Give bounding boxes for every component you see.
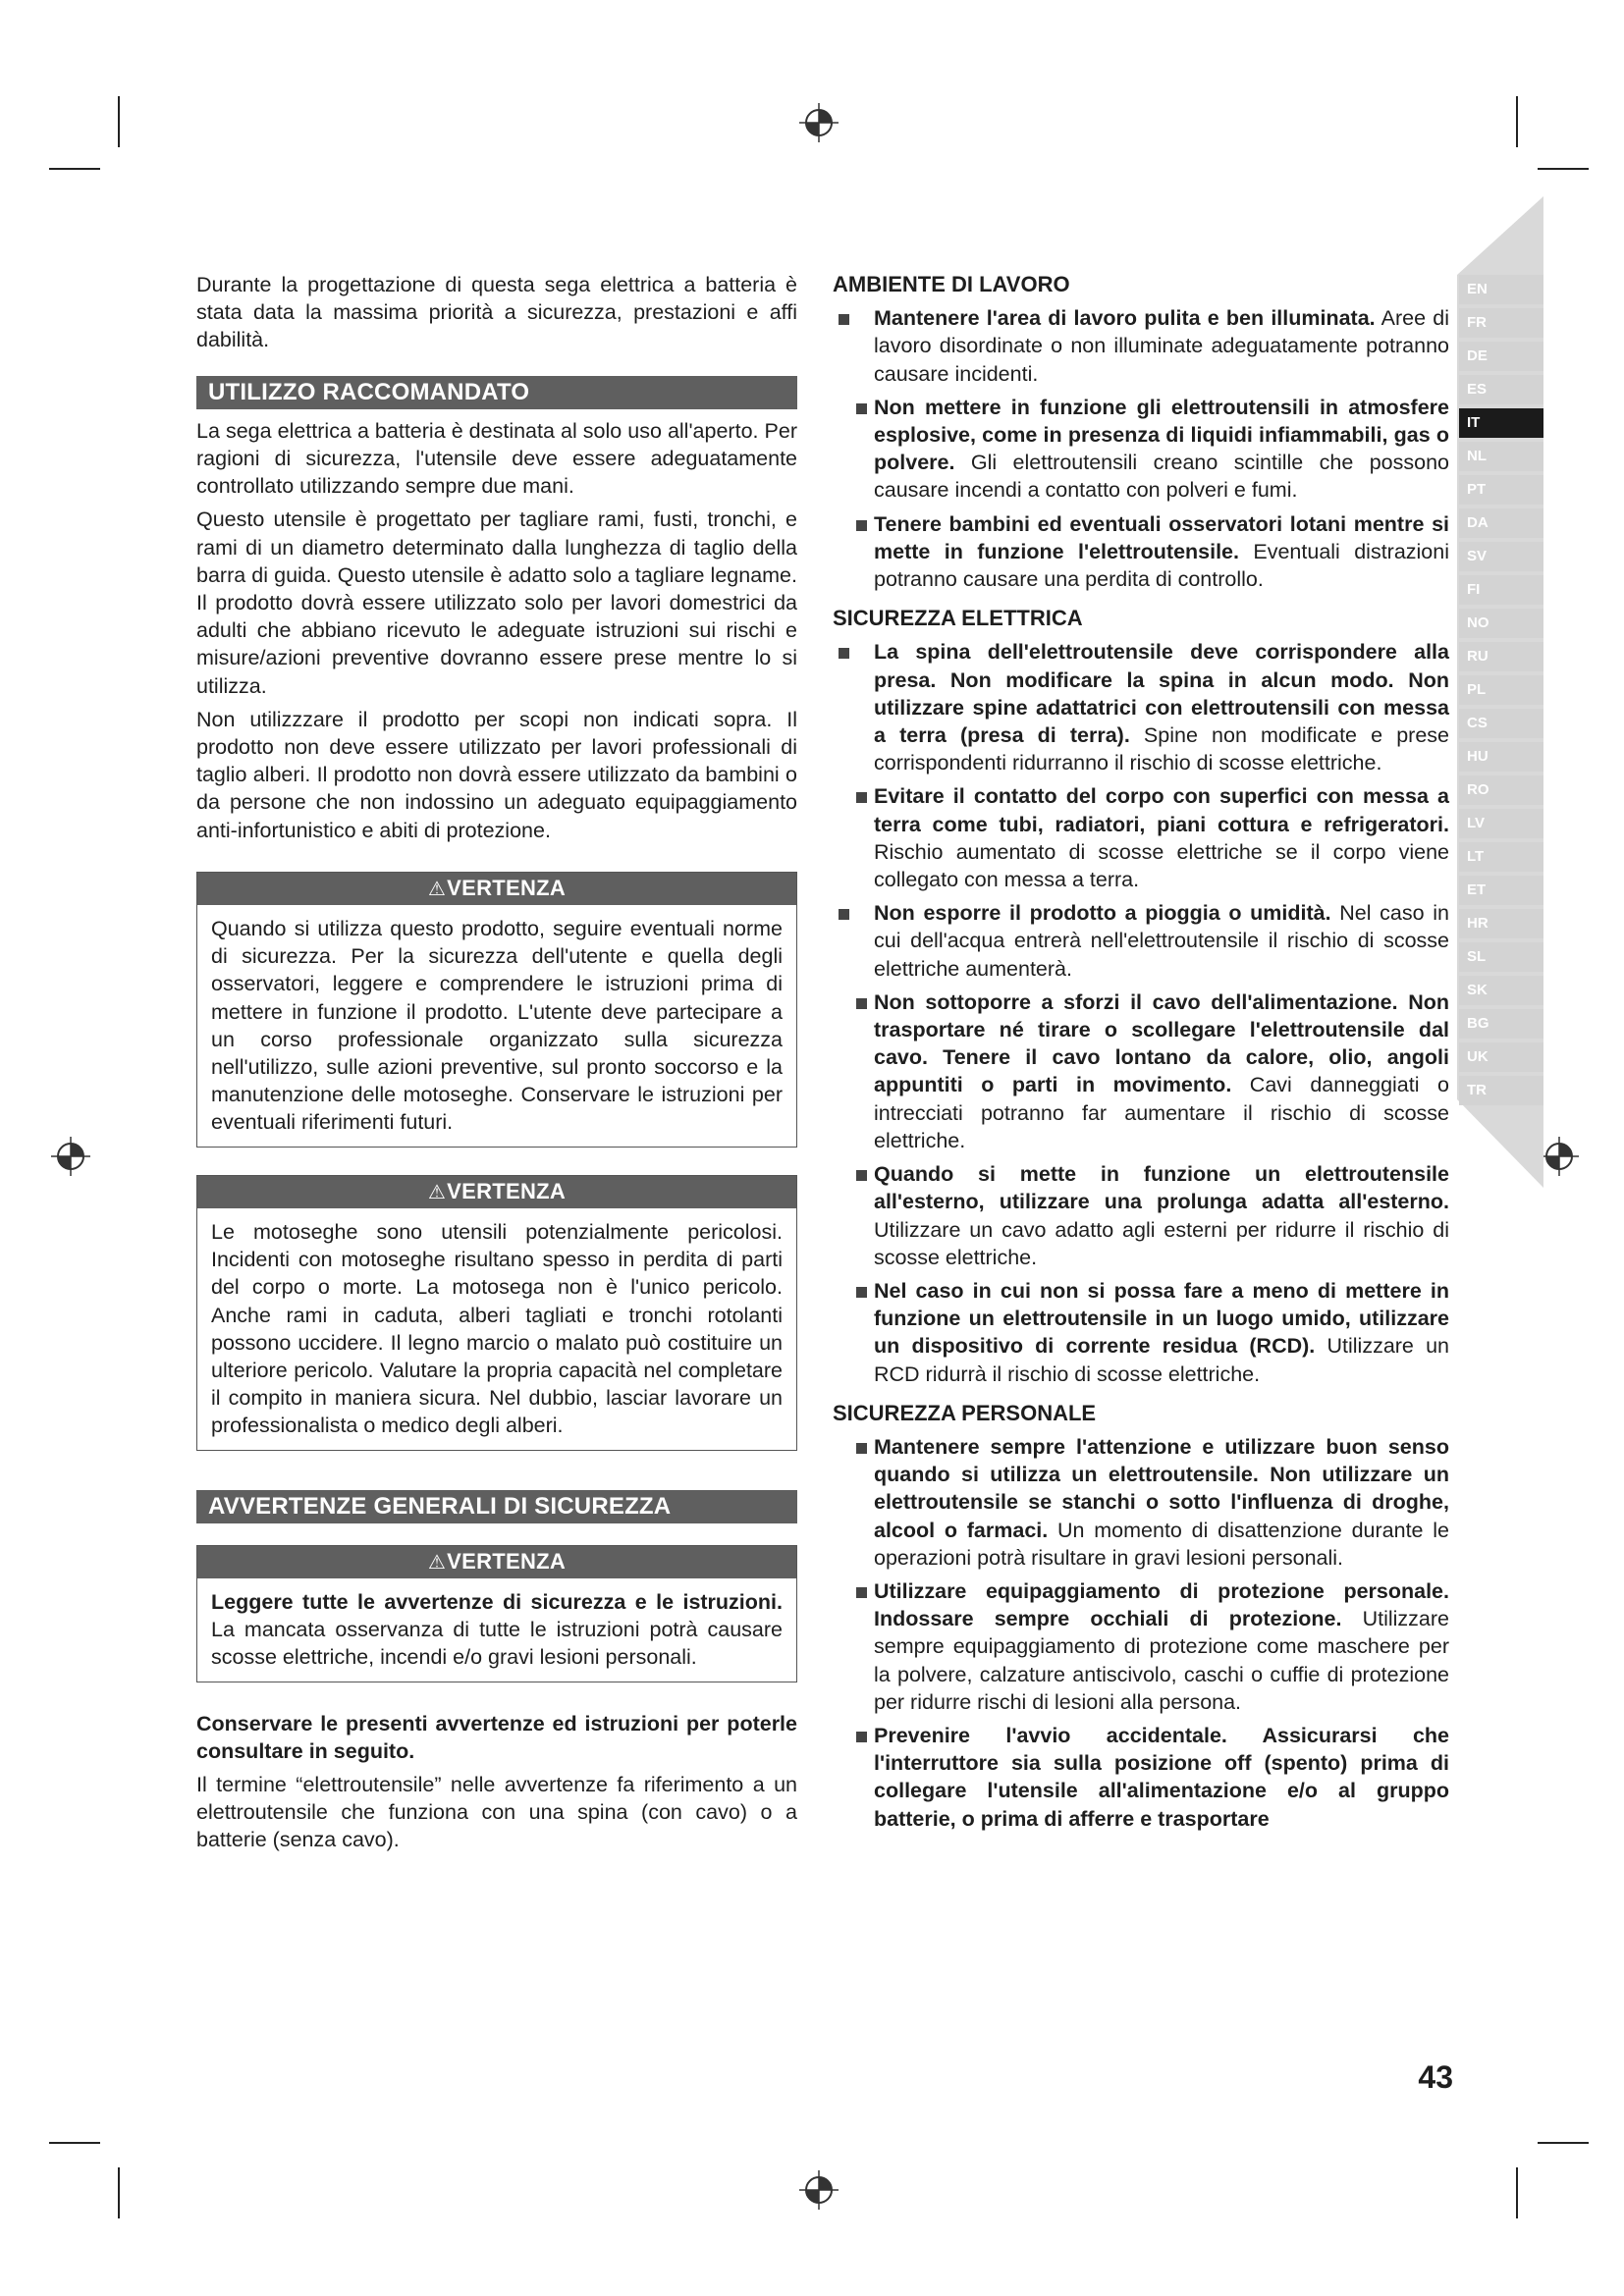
language-tab-es[interactable]: ES: [1459, 375, 1543, 404]
registration-mark-icon: [797, 101, 840, 144]
bullet-item: Non sottoporre a sforzi il cavo dell'alimentazione. Non trasportare né tirare o scollegare l'elettroutensile dal cavo. Tenere il cavo lontano da calore, olio, angoli appuntiti o parti in movimento. Cavi danneggiati o intrecciati potranno far aumentare il rischio di scosse elettriche.: [833, 988, 1449, 1154]
crop-mark: [1538, 168, 1589, 170]
language-tab-en[interactable]: EN: [1459, 275, 1543, 304]
bullet-item: Evitare il contatto del corpo con superfici con messa a terra come tubi, radiatori, piani cottura e refrigeratori. Rischio aumentato di scosse elettriche se il corpo viene collegato con messa a terra.: [833, 782, 1449, 893]
bullet-square-icon: [839, 314, 849, 325]
language-tab-no[interactable]: NO: [1459, 609, 1543, 638]
crop-mark: [49, 168, 100, 170]
bullet-square-icon: [856, 1287, 867, 1298]
bullet-square-icon: [839, 909, 849, 920]
intro-text: Durante la progettazione di questa sega elettrica a batteria è stata data la massima priorità a sicurezza, prestazioni e affi dabilità.: [196, 273, 797, 352]
left-column: [196, 271, 797, 1860]
heading-personal-safety: SICUREZZA PERSONALE: [833, 1400, 1097, 1425]
warning-box-title: [197, 1546, 796, 1578]
warning-triangle-icon: ⚠: [427, 878, 447, 900]
crop-mark: [1538, 2142, 1589, 2144]
bullet-square-icon: [856, 1170, 867, 1181]
bullet-item: Non mettere in funzione gli elettroutensili in atmosfere esplosive, come in presenza di liquidi infiammabili, gas o polvere. Gli elettroutensili creano scintille che possono causare incendi a contatto con polveri e fumi.: [833, 394, 1449, 505]
language-tab-sl[interactable]: SL: [1459, 942, 1543, 972]
bullet-square-icon: [856, 520, 867, 531]
crop-mark: [118, 2167, 120, 2218]
warning-box: [196, 872, 797, 1148]
language-tab-sk[interactable]: SK: [1459, 976, 1543, 1005]
bullet-item: Utilizzare equipaggiamento di protezione personale. Indossare sempre occhiali di protezione. Utilizzare sempre equipaggiamento di protezione come maschere per la polvere, calzature antiscivolo, caschi o cuffie di protezione per ridurre rischi di lesioni alla persona.: [833, 1577, 1449, 1716]
bullet-item: Non esporre il prodotto a pioggia o umidità. Nel caso in cui dell'acqua entrerà nell'elettroutensile il rischio di scosse elettriche aumenterà.: [833, 899, 1449, 983]
warning-text: [211, 1588, 783, 1672]
bullet-square-icon: [856, 1443, 867, 1454]
paragraph: La sega elettrica a batteria è destinata al solo uso all'aperto. Per ragioni di sicurezza, l'utensile deve essere adeguatamente controllato utilizzando sempre due mani.: [196, 418, 797, 499]
bullet-item: Mantenere sempre l'attenzione e utilizzare buon senso quando si utilizza un elettroutensile. Non utilizzare un elettroutensile se stanchi o sotto l'influenza di droghe, alcool o farmaci. Un momento di disattenzione durante le operazioni potrà risultare in gravi lesioni personali.: [833, 1433, 1449, 1572]
language-tab-lv[interactable]: LV: [1459, 809, 1543, 838]
language-tab-hu[interactable]: HU: [1459, 742, 1543, 772]
language-tab-ro[interactable]: RO: [1459, 775, 1543, 805]
paragraph: Questo utensile è progettato per tagliare rami, fusti, tronchi, e rami di un diametro determinato dalla lunghezza di taglio della barra di guida. Questo utensile è adatto solo a tagliare legname. Il prodotto dovrà essere utilizzato solo per lavori domestrici da adulti che abbiano ricevuto le adeguate istruzioni sui rischi e misure/azioni preventive dovranno essere prese mentre lo si utilizza.: [196, 507, 797, 698]
language-tab-fi[interactable]: FI: [1459, 575, 1543, 605]
page-number: 43: [1418, 2059, 1453, 2095]
crop-mark: [1516, 2167, 1518, 2218]
language-tab-pt[interactable]: PT: [1459, 475, 1543, 505]
registration-mark-icon: [49, 1135, 92, 1178]
bullet-item: Mantenere l'area di lavoro pulita e ben illuminata. Aree di lavoro disordinate o non illuminate adeguatamente potranno causare incidenti.: [833, 304, 1449, 388]
paragraph: Non utilizzzare il prodotto per scopi non indicati sopra. Il prodotto non deve essere utilizzato per lavori professionali di taglio alberi. Il prodotto non dovrà essere utilizzato da bambini o da persone che non indossino un adeguato equipaggiamento anti-infortunistico e abiti di protezione.: [196, 707, 797, 842]
warning-box-title: [197, 1176, 796, 1208]
language-tab-cs[interactable]: CS: [1459, 709, 1543, 738]
language-tab-nl[interactable]: NL: [1459, 442, 1543, 471]
language-tab-lt[interactable]: LT: [1459, 842, 1543, 872]
warning-bold-text: Leggere tutte le avvertenze di sicurezza e le istruzioni.: [211, 1589, 783, 1614]
warning-text: Le motoseghe sono utensili potenzialmente pericolosi. Incidenti con motoseghe risultano spesso in perdita di parti del corpo o morte. La motosega non è l'unico pericolo. Anche rami in caduta, alberi tagliati e tronchi rotolanti possono uccidere. Il legno marcio o malato può costituire un ulteriore pericolo. Valutare la propria capacità nel completare il compito in maniera sicura. Nel dubbio, lasciar lavorare un professionalista o medico degli alberi.: [211, 1219, 783, 1438]
warning-triangle-icon: ⚠: [427, 1181, 447, 1203]
language-tab-da[interactable]: DA: [1459, 508, 1543, 538]
right-column: [833, 271, 1449, 1839]
crop-mark: [49, 2142, 100, 2144]
bullet-square-icon: [839, 648, 849, 659]
crop-mark: [118, 96, 120, 147]
language-tabs: [1459, 275, 1543, 1109]
bullet-item: Nel caso in cui non si possa fare a meno di mettere in funzione un elettroutensile in un luogo umido, utilizzare un dispositivo di corrente residua (RCD). Utilizzare un RCD ridurrà il rischio di scosse elettriche.: [833, 1277, 1449, 1388]
bullet-item: Prevenire l'avvio accidentale. Assicurarsi che l'interruttore sia sulla posizione off (spento) prima di collegare l'utensile all'alimentazione e/o al gruppo batterie, o prima di afferre e trasportare: [833, 1722, 1449, 1833]
language-tab-hr[interactable]: HR: [1459, 909, 1543, 938]
bullet-square-icon: [856, 1732, 867, 1742]
bullet-item: Tenere bambini ed eventuali osservatori lotani mentre si mette in funzione l'elettroutensile. Eventuali distrazioni potranno causare una perdita di controllo.: [833, 510, 1449, 594]
language-tab-de[interactable]: DE: [1459, 342, 1543, 371]
language-tab-ru[interactable]: RU: [1459, 642, 1543, 671]
warning-triangle-icon: ⚠: [427, 1551, 447, 1574]
bullet-item: La spina dell'elettroutensile deve corrispondere alla presa. Non modificare la spina in alcun modo. Non utilizzare spine adattatrici con elettroutensili con messa a terra (presa di terra). Spine non modificate e prese corrispondenti ridurranno il rischio di scosse elettriche.: [833, 638, 1449, 776]
section-heading-general-safety: AVVERTENZE GENERALI DI SICUREZZA: [196, 1490, 797, 1523]
language-tab-et[interactable]: ET: [1459, 876, 1543, 905]
keep-instructions-text: Conservare le presenti avvertenze ed istruzioni per poterle consultare in seguito.: [196, 1711, 797, 1763]
heading-work-area: AMBIENTE DI LAVORO: [833, 272, 1070, 296]
section-heading-recommended-use: UTILIZZO RACCOMANDATO: [196, 376, 797, 409]
warning-text: Quando si utilizza questo prodotto, seguire eventuali norme di sicurezza. Per la sicurezza dell'utente e quella degli osservatori, leggere e comprendere le istruzioni prima di mettere in funzione il prodotto. L'utente deve partecipare a un corso professionale organizzato sulla sicurezza nell'utilizzo, sulle azioni preventive, sul pronto soccorso e la manutenzione delle motoseghe. Conservare le istruzioni per eventuali riferimenti futuri.: [211, 917, 783, 1135]
bullet-square-icon: [856, 403, 867, 414]
heading-electrical-safety: SICUREZZA ELETTRICA: [833, 606, 1083, 631]
warning-box: [196, 1175, 797, 1451]
warning-title-text: VERTENZA: [447, 1548, 567, 1574]
bullet-square-icon: [856, 1587, 867, 1598]
crop-mark: [1516, 96, 1518, 147]
warning-regular-text: La mancata osservanza di tutte le istruzioni potrà causare scosse elettriche, incendi e/o gravi lesioni personali.: [211, 1618, 783, 1670]
registration-mark-icon: [797, 2168, 840, 2212]
term-definition-text: Il termine “elettroutensile” nelle avvertenze fa riferimento a un elettroutensile che funziona con una spina (con cavo) o a batterie (senza cavo).: [196, 1772, 797, 1852]
warning-title-text: VERTENZA: [447, 875, 567, 900]
language-tab-uk[interactable]: UK: [1459, 1042, 1543, 1072]
language-tab-bg[interactable]: BG: [1459, 1009, 1543, 1039]
language-tab-fr[interactable]: FR: [1459, 308, 1543, 338]
warning-box: [196, 1545, 797, 1682]
warning-title-text: VERTENZA: [447, 1178, 567, 1203]
warning-box-title: [197, 873, 796, 905]
bullet-square-icon: [856, 998, 867, 1009]
language-tab-it[interactable]: IT: [1459, 408, 1543, 438]
language-tab-pl[interactable]: PL: [1459, 675, 1543, 705]
bullet-item: Quando si mette in funzione un elettroutensile all'esterno, utilizzare una prolunga adatta all'esterno. Utilizzare un cavo adatto agli esterni per ridurre il rischio di scosse elettriche.: [833, 1160, 1449, 1271]
bullet-square-icon: [856, 792, 867, 803]
language-tab-tr[interactable]: TR: [1459, 1076, 1543, 1105]
language-tab-sv[interactable]: SV: [1459, 542, 1543, 571]
